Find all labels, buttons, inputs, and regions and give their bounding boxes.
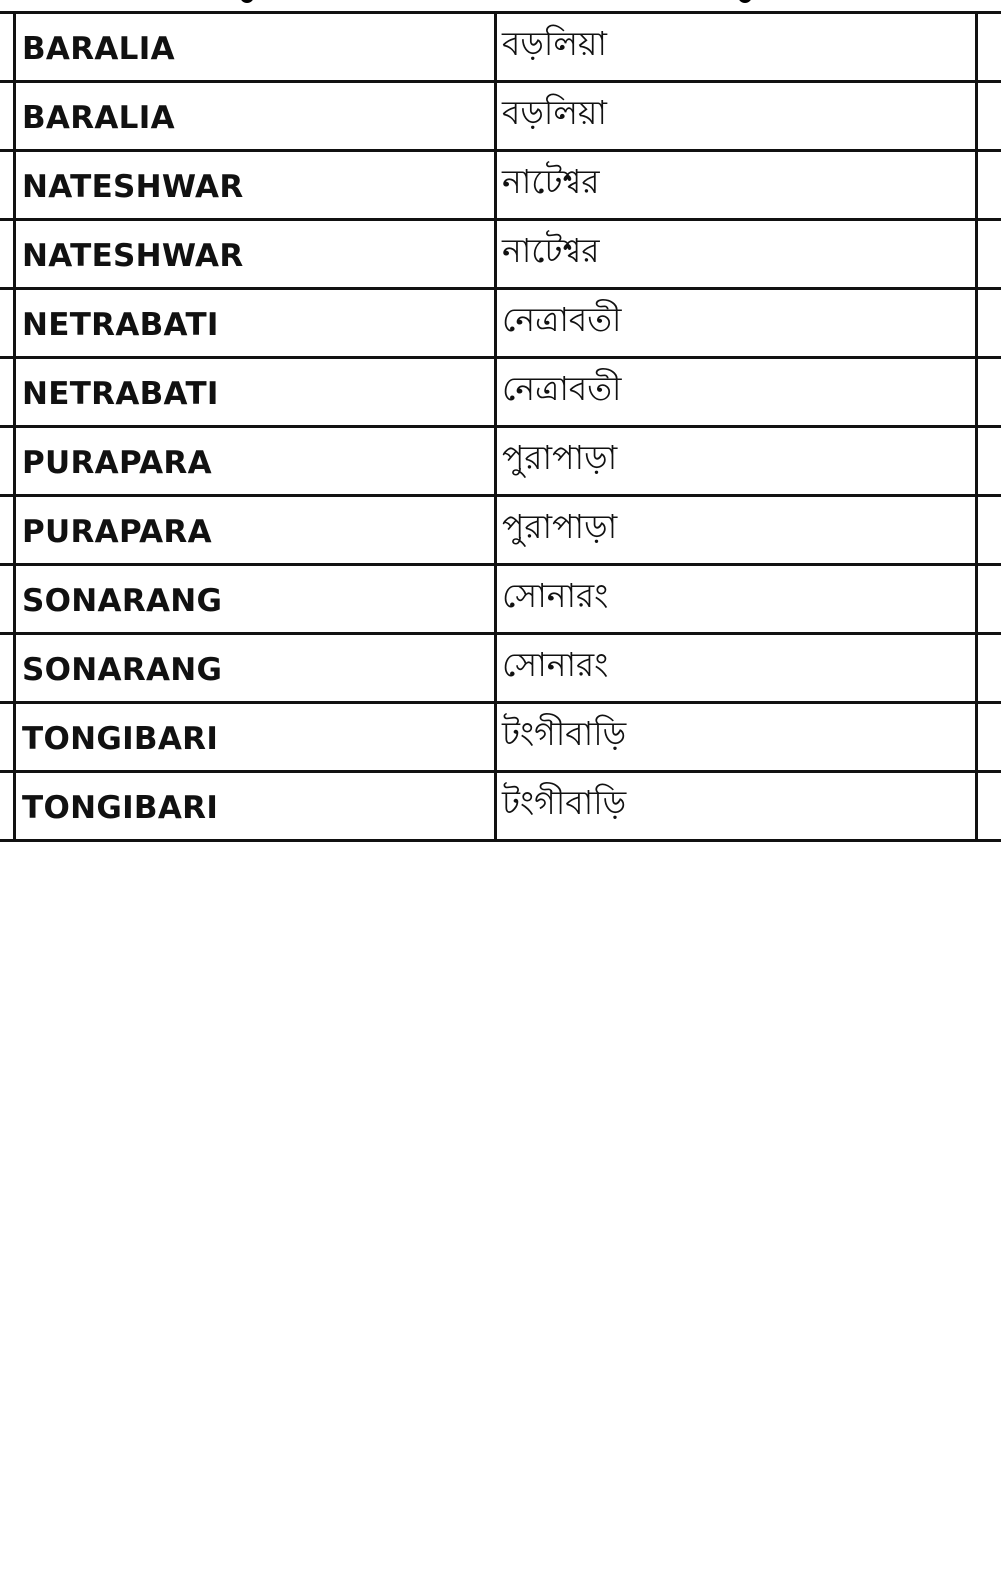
english-name-cell: NETRABATI [22,376,219,412]
table-row [0,635,1001,704]
bengali-name-cell: টংগীবাড়ি [502,783,627,822]
english-name-cell: BARALIA [22,100,175,136]
bengali-name-cell: বড়লিয়া [502,24,607,63]
bengali-name-cell: নেত্রাবতী [502,300,622,339]
english-name-cell: BARALIA [22,31,175,67]
table-row [0,566,1001,635]
bengali-name-cell: নাটেশ্বর [502,162,600,201]
english-name-cell: SONARANG [22,652,223,688]
english-name-cell: NATESHWAR [22,169,244,205]
bengali-name-cell: সোনারং [502,576,609,615]
table-row [0,83,1001,152]
place-names-table [0,11,1001,842]
english-name-cell: SONARANG [22,583,223,619]
table-row [0,497,1001,566]
english-name-cell: PURAPARA [22,445,212,481]
english-name-cell: NATESHWAR [22,238,244,274]
english-name-cell: TONGIBARI [22,721,219,757]
table-row [0,152,1001,221]
table-row [0,290,1001,359]
table-row [0,773,1001,842]
bengali-name-cell: নাটেশ্বর [502,231,600,270]
header-glyph-fragment-left [240,0,254,3]
table-row [0,359,1001,428]
bengali-name-cell: পুরাপাড়া [502,438,618,477]
bengali-name-cell: সোনারং [502,645,609,684]
bengali-name-cell: টংগীবাড়ি [502,714,627,753]
english-name-cell: TONGIBARI [22,790,219,826]
header-glyph-fragment-right [738,0,752,3]
table-row [0,221,1001,290]
table-row [0,14,1001,83]
bengali-name-cell: নেত্রাবতী [502,369,622,408]
english-name-cell: PURAPARA [22,514,212,550]
bengali-name-cell: বড়লিয়া [502,93,607,132]
english-name-cell: NETRABATI [22,307,219,343]
bengali-name-cell: পুরাপাড়া [502,507,618,546]
table-row [0,704,1001,773]
table-row [0,428,1001,497]
